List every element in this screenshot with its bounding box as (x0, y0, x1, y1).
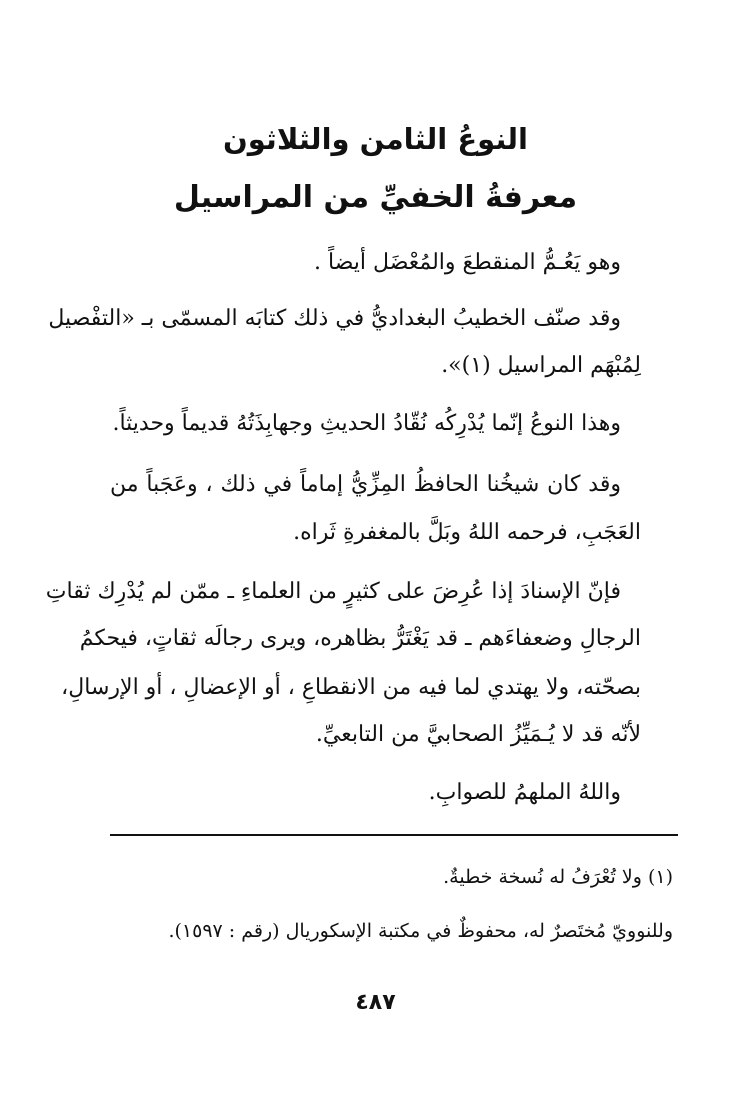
body-line: فإنّ الإسنادَ إذا عُرِضَ على كثيرٍ من العلماءِ ـ ممّن لم يُدْرِك ثقاتِ (45, 579, 621, 604)
body-line: بصحّته، ولا يهتدي لما فيه من الانقطاعِ ، أو الإعضالِ ، أو الإرسالِ، (61, 675, 641, 700)
footnote-separator (110, 834, 678, 836)
body-line: وهذا النوعُ إنّما يُدْرِكُه نُقّادُ الحديثِ وجهابِذَتُهُ قديماً وحديثاً. (112, 411, 621, 436)
body-line: وقد كان شيخُنا الحافظُ المِزِّيُّ إماماً في ذلك ، وعَجَباً من (110, 472, 621, 497)
footnote-line: وللنوويّ مُختَصرٌ له، محفوظٌ في مكتبة الإسكوريال (رقم : ١٥٩٧). (168, 920, 673, 942)
body-line: العَجَبِ، فرحمه اللهُ وبَلَّ بالمغفرةِ ثَراه. (293, 520, 641, 545)
chapter-title-heading: معرفةُ الخفيِّ من المراسيل (173, 180, 578, 215)
page-number: ٤٨٧ (355, 990, 396, 1015)
body-line: وقد صنّف الخطيبُ البغداديُّ في ذلك كتابَه المسمّى بـ «التفْصيل (48, 306, 621, 331)
body-line: الرجالِ وضعفاءَهم ـ قد يَغْتَرُّ بظاهره، ويرى رجالَه ثقاتٍ، فيحكمُ (79, 626, 641, 651)
body-line: لأنّه قد لا يُـمَيِّزُ الصحابيَّ من التابعيِّ. (315, 722, 641, 747)
body-line: لِمُبْهَم المراسيل (١)». (441, 353, 641, 378)
footnote-line: (١) ولا تُعْرَفُ له نُسخة خطيةٌ. (443, 866, 673, 888)
body-line: وهو يَعُـمُّ المنقطعَ والمُعْضَل أيضاً . (314, 250, 621, 275)
chapter-number-heading: النوعُ الثامن والثلاثون (223, 122, 528, 156)
body-line: واللهُ الملهمُ للصوابِ. (428, 780, 621, 805)
